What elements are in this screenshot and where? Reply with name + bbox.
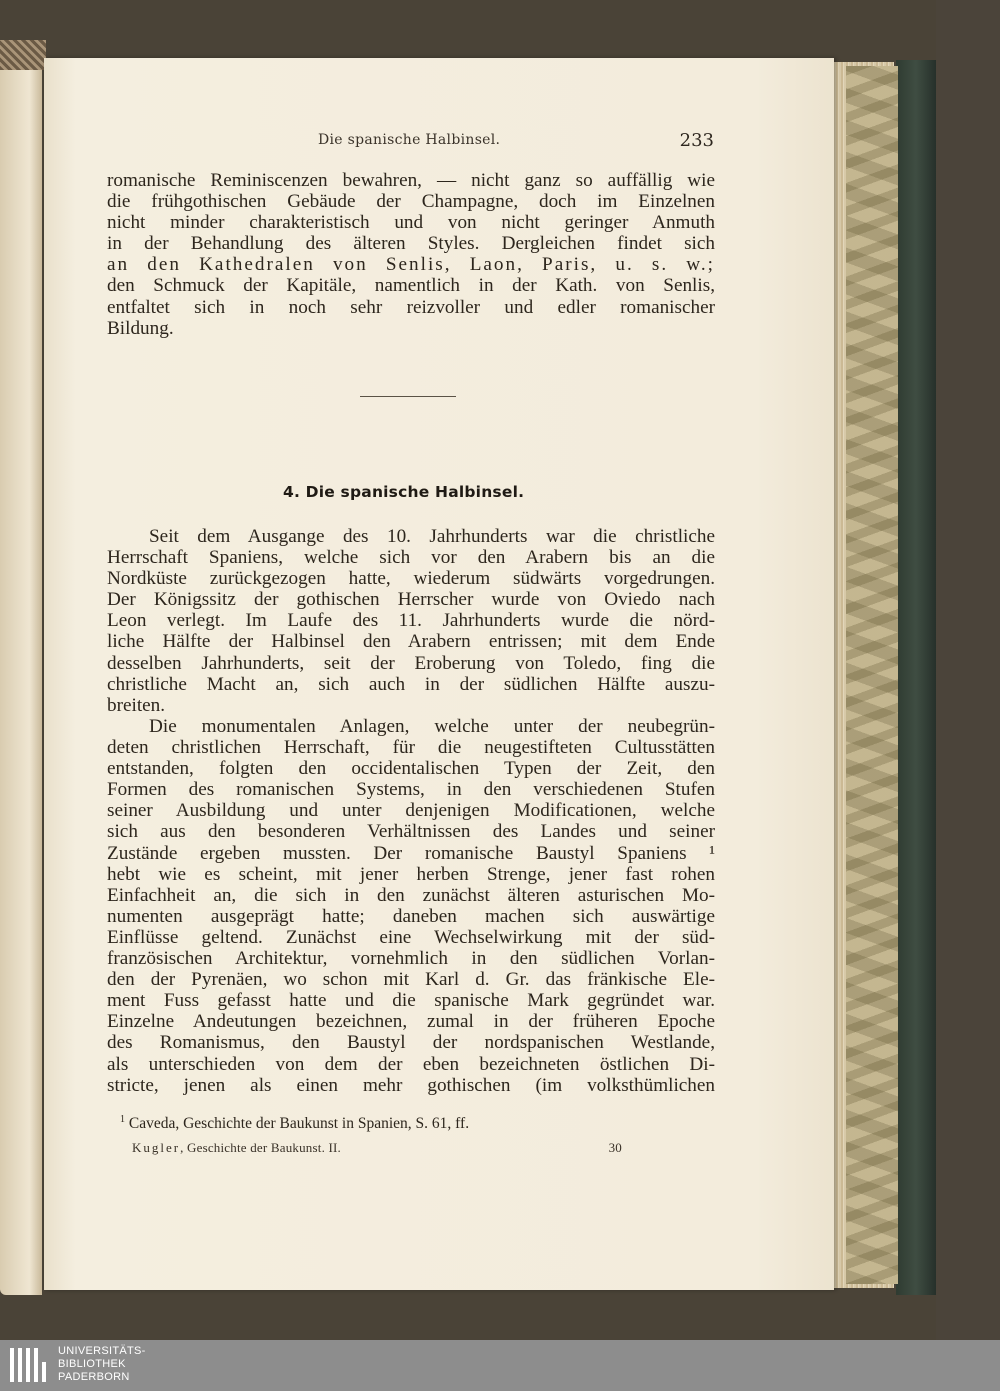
paragraph-1: [107, 170, 715, 339]
paragraph-2: [107, 526, 715, 716]
signature-title: , Geschichte der Baukunst. II.: [180, 1140, 341, 1155]
paragraph-3: [107, 716, 715, 1096]
library-name-line: PADERBORN: [58, 1371, 130, 1383]
library-logo-icon: [10, 1348, 46, 1382]
text-line: numenten ausgeprägt hatte; daneben machen sich auswärtige: [107, 905, 715, 927]
text-line: Herrschaft Spaniens, welche sich vor den Arabern bis an die: [107, 547, 715, 569]
text-line: liche Hälfte der Halbinsel den Arabern entrissen; mit dem Ende: [107, 631, 715, 653]
left-cover-edge: [0, 40, 46, 70]
text-line: Nordküste zurückgezogen hatte, wiederum südwärts vorgedrungen.: [107, 568, 715, 590]
section-heading: 4. Die spanische Halbinsel.: [283, 483, 525, 501]
text-line: Die monumentalen Anlagen, welche unter der neubegrün-: [149, 716, 715, 737]
text-line: die frühgothischen Gebäude der Champagne, doch im Einzelnen: [107, 191, 715, 213]
text-line: desselben Jahrhunderts, seit der Eroberung von Toledo, fing die: [107, 652, 715, 674]
text-line: Einfachheit an, die sich in den zunächst älteren asturischen Mo-: [107, 884, 715, 906]
library-name: [58, 1345, 146, 1384]
text-line: breiten.: [107, 694, 166, 716]
background-right: [936, 0, 1000, 1340]
text-line: in der Behandlung des älteren Styles. Dergleichen findet sich: [107, 233, 715, 255]
section-divider: [360, 396, 456, 397]
text-line: Zustände ergeben mussten. Der romanische Baustyl Spaniens ¹: [107, 842, 715, 864]
text-line: hebt wie es scheint, mit jener herben Strenge, jener fast rohen: [107, 863, 715, 885]
marbled-edge: [846, 66, 898, 1284]
text-line: entstanden, folgten den occidentalischen Typen der Zeit, den: [107, 758, 715, 780]
text-line: romanische Reminiscenzen bewahren, — nicht ganz so auffällig wie: [107, 170, 715, 191]
text-line: entfaltet sich in noch sehr reizvoller und edler romanischer: [107, 296, 715, 318]
library-name-line: BIBLIOTHEK: [58, 1358, 126, 1370]
printer-signature: [132, 1140, 622, 1156]
text-line: Einflüsse geltend. Zunächst eine Wechselwirkung mit der süd-: [107, 926, 715, 948]
text-line: nicht minder charakteristisch und von nicht geringer Anmuth: [107, 212, 715, 234]
text-line: deten christlichen Herrschaft, für die neugestifteten Cultusstätten: [107, 737, 715, 759]
text-line: französischen Architektur, vornehmlich in den südlichen Vorlan-: [107, 948, 715, 970]
page-header: [108, 130, 714, 154]
text-line: Leon verlegt. Im Laufe des 11. Jahrhunderts wurde die nörd-: [107, 610, 715, 632]
text-line: Formen des romanischen Systems, in den verschiedenen Stufen: [107, 779, 715, 801]
text-line: stricte, jenen als einen mehr gothischen (im volksthümlichen: [107, 1074, 715, 1096]
text-line: christliche Macht an, sich auch in der südlichen Hälfte auszu-: [107, 673, 715, 695]
library-banner: [0, 1340, 1000, 1391]
text-line: sich aus den besonderen Verhältnissen des Landes und seiner: [107, 821, 715, 843]
footnote-marker: 1: [120, 1114, 125, 1125]
sheet-number: 30: [608, 1140, 622, 1155]
text-line: Seit dem Ausgange des 10. Jahrhunderts war die christliche: [149, 526, 715, 547]
text-line: Einzelne Andeutungen bezeichnen, zumal in der früheren Epoche: [107, 1011, 715, 1033]
text-line: seiner Ausbildung und unter denjenigen Modificationen, welche: [107, 800, 715, 822]
library-name-line: UNIVERSITÄTS-: [58, 1345, 146, 1357]
text-line: an den Kathedralen von Senlis, Laon, Paris, u. s. w.;: [107, 254, 715, 276]
page-number: 233: [679, 130, 714, 151]
text-line: Bildung.: [107, 317, 174, 339]
text-line: als unterschieden von dem der eben bezeichneten östlichen Di-: [107, 1053, 715, 1075]
text-line: Der Königssitz der gothischen Herrscher wurde von Oviedo nach: [107, 589, 715, 611]
running-title: Die spanische Halbinsel.: [318, 132, 501, 148]
text-line: den Schmuck der Kapitäle, namentlich in der Kath. von Senlis,: [107, 275, 715, 297]
book-cover: [896, 60, 936, 1295]
text-line: ment Fuss gefasst hatte und die spanische Mark gegründet war.: [107, 990, 715, 1012]
text-line: des Romanismus, den Baustyl der nordspanischen Westlande,: [107, 1032, 715, 1054]
footnote: [120, 1114, 720, 1133]
footnote-text: Caveda, Geschichte der Baukunst in Spanien, S. 61, ff.: [128, 1115, 470, 1133]
left-page-edge: [0, 55, 42, 1295]
text-line: den der Pyrenäen, wo schon mit Karl d. Gr. das fränkische Ele-: [107, 969, 715, 991]
signature-author: Kugler: [132, 1140, 181, 1155]
